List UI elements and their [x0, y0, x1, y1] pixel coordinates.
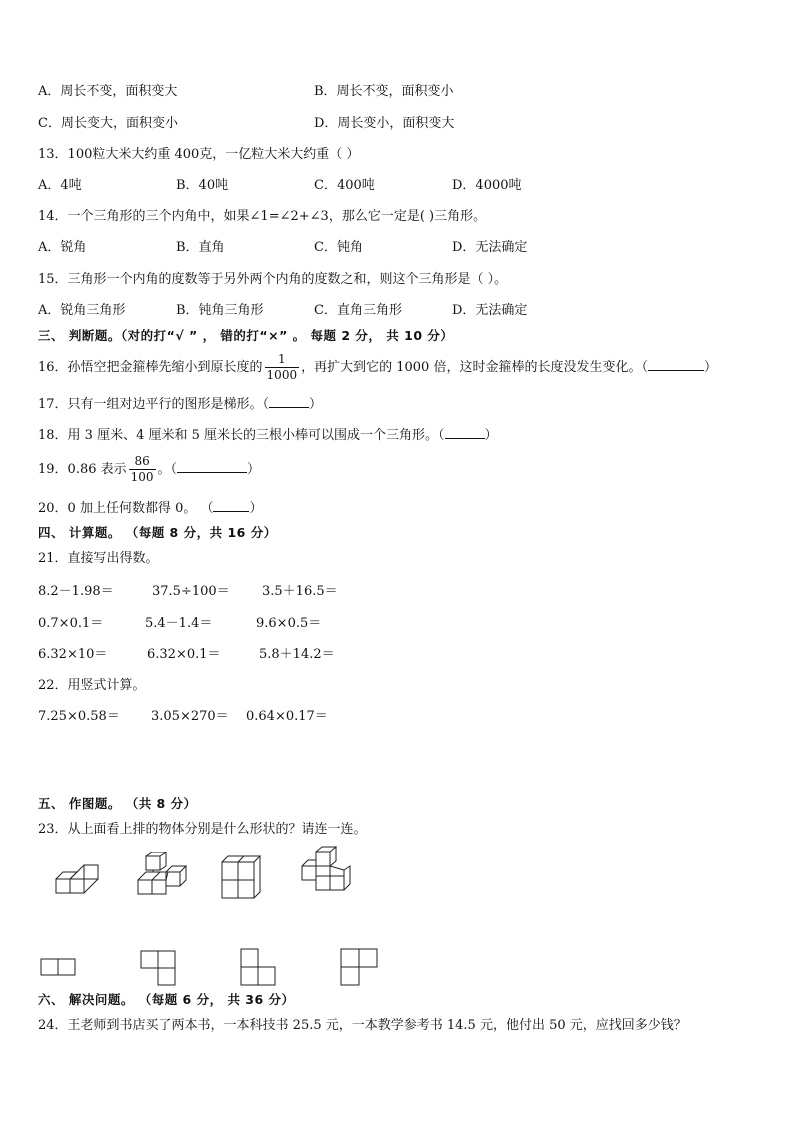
q21-expr: 9.6×0.5＝ — [256, 616, 322, 631]
top-view-shape-2 — [140, 950, 176, 986]
q13-option-a: A．4吨 — [38, 178, 82, 193]
q23-stem: 23．从上面看上排的物体分别是什么形状的？请连一连。 — [38, 822, 367, 837]
q12-option-d: D．周长变小，面积变大 — [314, 116, 455, 131]
q19 — [38, 451, 260, 489]
q18 — [38, 426, 498, 445]
top-view-shape-1 — [40, 958, 76, 976]
q18-end: ） — [484, 428, 498, 443]
q21-expr: 6.32×0.1＝ — [147, 647, 221, 662]
q19-post: 。（ — [157, 462, 178, 477]
section-heading-judgment: 三、 判断题。（对的打“√ ” ， 错的打“×” 。 每题 2 分， 共 10 分） — [38, 328, 454, 343]
q13-option-d: D．4000吨 — [452, 178, 522, 193]
q16 — [38, 349, 717, 387]
q19-end: ） — [247, 462, 261, 477]
q22-expr: 3.05×270＝ — [151, 709, 229, 724]
q18-answer-blank[interactable] — [445, 426, 485, 439]
cube-figure-4 — [298, 846, 356, 898]
q12-option-a: A．周长不变，面积变大 — [38, 84, 178, 99]
q13-option-c: C．400吨 — [314, 178, 375, 193]
top-view-shape-4 — [340, 948, 378, 986]
q12-option-c: C．周长变大，面积变小 — [38, 116, 178, 131]
q16-pre: 16．孙悟空把金箍棒先缩小到原长度的 — [38, 360, 263, 375]
q22-expr: 0.64×0.17＝ — [246, 709, 328, 724]
q19-fraction-denominator: 100 — [130, 470, 154, 484]
q22-stem: 22．用竖式计算。 — [38, 678, 146, 693]
q14-stem: 14．一个三角形的三个内角中，如果∠1=∠2+∠3，那么它一定是( )三角形。 — [38, 209, 487, 224]
q16-end: ） — [703, 360, 717, 375]
q21-expr: 8.2－1.98＝ — [38, 584, 114, 599]
section-heading-calculation: 四、 计算题。 （每题 8 分，共 16 分） — [38, 525, 277, 540]
q15-option-c: C．直角三角形 — [314, 303, 402, 318]
q16-fraction-denominator: 1000 — [266, 368, 298, 382]
q17-answer-blank[interactable] — [269, 395, 309, 408]
q14-option-c: C．钝角 — [314, 240, 363, 255]
q12-option-b: B．周长不变，面积变小 — [314, 84, 454, 99]
q17 — [38, 395, 322, 414]
q16-fraction — [265, 352, 300, 383]
q16-fraction-numerator: 1 — [265, 352, 300, 368]
top-view-shape-3 — [240, 948, 276, 986]
q19-fraction — [129, 454, 156, 485]
q15-option-b: B．钝角三角形 — [176, 303, 264, 318]
q14-option-d: D．无法确定 — [452, 240, 528, 255]
q14-option-a: A．锐角 — [38, 240, 87, 255]
section-heading-drawing: 五、 作图题。 （共 8 分） — [38, 796, 197, 811]
q21-expr: 0.7×0.1＝ — [38, 616, 104, 631]
q22-expr: 7.25×0.58＝ — [38, 709, 120, 724]
q18-pre: 18．用 3 厘米、4 厘米和 5 厘米长的三根小棒可以围成一个三角形。（ — [38, 428, 445, 443]
q15-option-a: A．锐角三角形 — [38, 303, 126, 318]
q20-answer-blank[interactable] — [213, 499, 249, 512]
q13-stem: 13．100粒大米大约重 400克，一亿粒大米大约重（ ） — [38, 147, 360, 162]
cube-figure-3 — [220, 854, 264, 900]
q19-fraction-numerator: 86 — [129, 454, 156, 470]
q13-option-b: B．40吨 — [176, 178, 229, 193]
q15-option-d: D．无法确定 — [452, 303, 528, 318]
q19-pre: 19．0.86 表示 — [38, 462, 127, 477]
q21-expr: 5.8＋14.2＝ — [259, 647, 335, 662]
q21-stem: 21．直接写出得数。 — [38, 551, 159, 566]
section-heading-problem-solving: 六、 解决问题。 （每题 6 分， 共 36 分） — [38, 992, 295, 1007]
q20 — [38, 499, 263, 518]
q17-pre: 17．只有一组对边平行的图形是梯形。（ — [38, 397, 270, 412]
q24-stem: 24．王老师到书店买了两本书，一本科技书 25.5 元，一本教学参考书 14.5 元，他付出 50 元，应找回多少钱？ — [38, 1018, 687, 1033]
q21-expr: 6.32×10＝ — [38, 647, 108, 662]
q14-option-b: B．直角 — [176, 240, 225, 255]
q20-end: ） — [249, 501, 263, 516]
q16-post: ，再扩大到它的 1000 倍，这时金箍棒的长度没发生变化。（ — [301, 360, 648, 375]
q16-answer-blank[interactable] — [648, 358, 704, 371]
q17-end: ） — [309, 397, 323, 412]
q21-expr: 5.4－1.4＝ — [145, 616, 213, 631]
q19-answer-blank[interactable] — [177, 460, 247, 473]
q21-expr: 3.5＋16.5＝ — [262, 584, 338, 599]
q21-expr: 37.5÷100＝ — [152, 584, 230, 599]
cube-figure-1 — [54, 862, 104, 900]
q20-pre: 20．0 加上任何数都得 0。 （ — [38, 501, 214, 516]
cube-figure-2 — [136, 852, 188, 900]
q15-stem: 15．三角形一个内角的度数等于另外两个内角的度数之和，则这个三角形是（ ）。 — [38, 272, 508, 287]
